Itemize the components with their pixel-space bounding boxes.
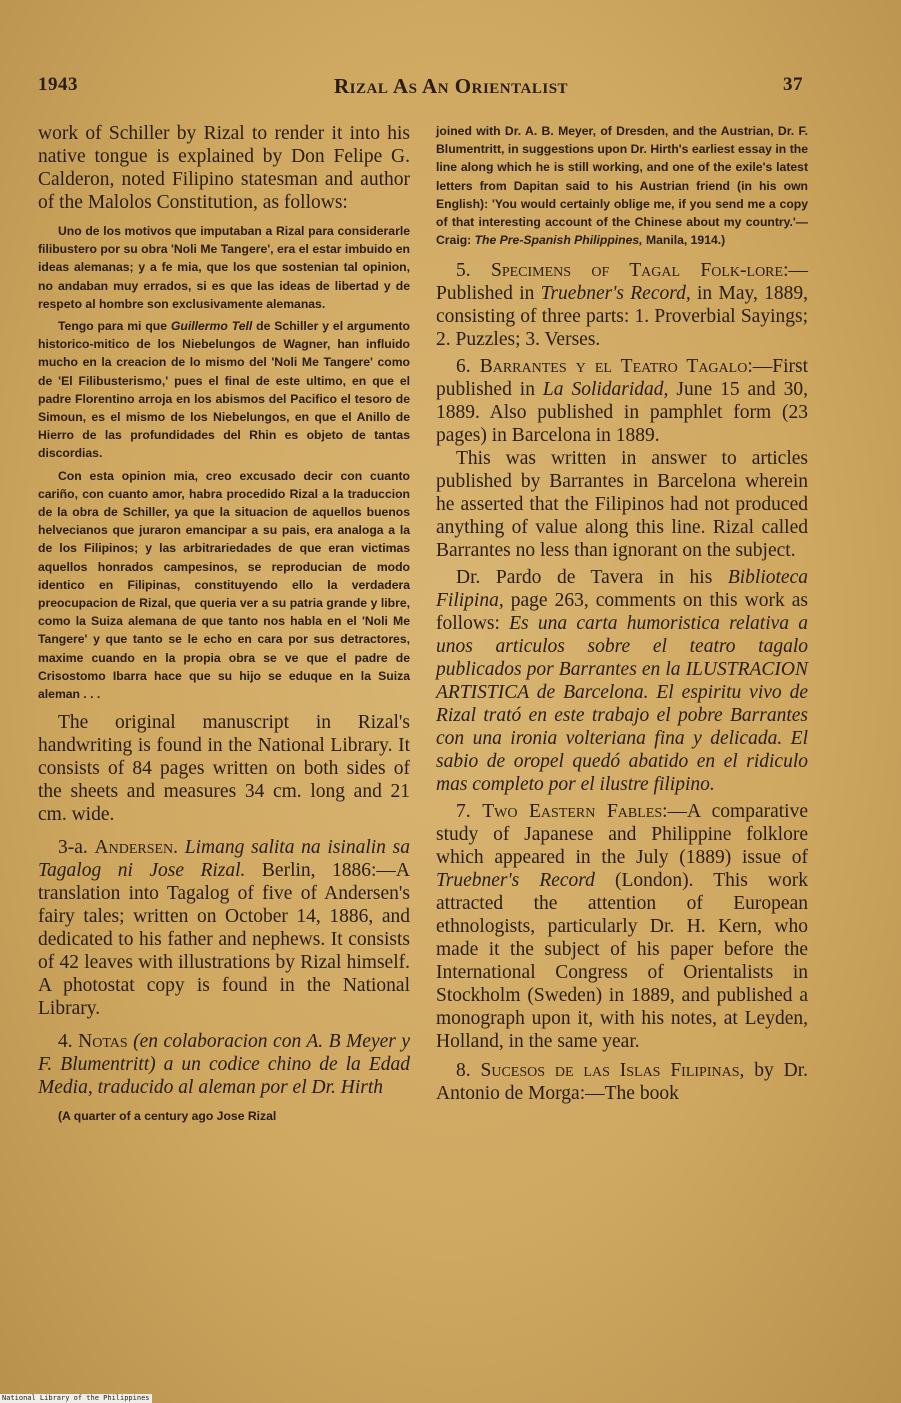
andersen-number: 3-a.	[58, 837, 95, 859]
specimens-entry	[436, 259, 808, 351]
barrantes-italic: La Solidaridad,	[542, 379, 669, 401]
sucesos-number: 8.	[456, 1060, 481, 1082]
fables-number: 7.	[456, 801, 483, 823]
left-column	[38, 122, 410, 1125]
page-number: 37	[783, 74, 803, 95]
library-credit: National Library of the Philippines	[2, 1394, 150, 1402]
notas-title: (en colaboracion con A. B Meyer y F. Blumentritt) a un codice chino de la Edad Media, traducido al aleman por el Dr. Hirth	[38, 1031, 410, 1099]
fables-heading: Two Eastern Fables	[482, 801, 663, 823]
note-continuation	[436, 122, 808, 249]
specimens-text-b: in May, 1889, consisting of three parts: 1. Proverbial Sayings; 2. Puzzles; 3. Verses.	[436, 283, 808, 351]
sucesos-heading: Sucesos de las Islas Filipinas,	[480, 1060, 745, 1082]
pardo-text-b: page 263, comments on this work as follows:	[436, 590, 808, 635]
specimens-italic: Truebner's Record,	[540, 283, 691, 305]
pardo-italic-title: Biblioteca Filipina,	[436, 567, 808, 612]
manuscript-paragraph: The original manuscript in Rizal's handwriting is found in the National Library. It consists of 84 pages written on both sides of the sheets and measures 34 cm. long and 21 cm. wide.	[38, 712, 410, 826]
andersen-title: Limang salita na isinalin sa Tagalog ni Jose Rizal.	[38, 837, 410, 882]
note-text-end: Manila, 1914.)	[642, 233, 726, 248]
sucesos-text: by Dr. Antonio de Morga:—The book	[436, 1060, 809, 1105]
fables-text-b: (London). This work attracted the attention of European ethnologists, particularly Dr. H. Kern, who made it the subject of his paper before the International Congress of Orientalists in Stockholm (Sweden) in 1889, and published a monograph upon it, with his notes, at Leyden, Holland, in the same year.	[436, 870, 809, 1053]
pardo-paragraph	[436, 566, 808, 796]
right-column	[436, 122, 808, 1105]
quote2-italic: Guillermo Tell	[170, 319, 253, 334]
notas-heading: Notas	[78, 1031, 128, 1053]
quote2-text-b: de Schiller y el argumento historico-mitico de los Niebelungos de Wagner, han influido mucho en la creacion de lo mismo del 'Noli Me Tangere' como de 'El Filibusterismo,' pues el final de este ultimo, en que el padre Florentino arroja en los abismos del Pacifico el tesoro de Simoun, es el mismo de los Niebelungos, en que el Anillo de Hierro de las profundidades del Rhin es objeto de tantas discordias.	[38, 319, 410, 461]
barrantes-text-a: :—First published in	[436, 356, 809, 401]
answer-paragraph: This was written in answer to articles published by Barrantes in Barcelona wherein he asserted that the Filipinos had not produced anything of value along this line. Rizal called Barrantes no less than ignorant on the subject.	[436, 448, 808, 562]
specimens-heading: Specimens of Tagal Folk-lore	[490, 260, 784, 282]
quote-paragraph-3: Con esta opinion mia, creo excusado decir con cuanto cariño, con cuanto amor, habra procedido Rizal a la traduccion de la obra de Schiller, ya que la situacion de aquellos buenos helvecianos que juraron emancipar a su pais, era analoga a la de los Filipinos; y las arbitrariedades de que eran victimas aquellos honrados campesinos, se reproducian de modo identico en Filipinas, constituyendo ello la verdadera preocupacion de Rizal, que queria ver a su patria grande y libre, como la Suiza alemana de que tanto nos habla en el 'Noli Me Tangere' y que tanto se le echo en cara por sus detractores, maxime cuando en la propia obra se ve que el padre de Crisostomo Ibarra hace que su hijo se eduque en la Suiza aleman . . .	[38, 468, 410, 702]
fables-italic: Truebner's Record	[436, 870, 595, 892]
andersen-heading: Andersen.	[94, 837, 179, 859]
notas-number: 4.	[58, 1031, 79, 1053]
notas-entry	[38, 1030, 410, 1099]
barrantes-entry	[436, 355, 808, 447]
barrantes-text-b: June 15 and 30, 1889. Also published in pamphlet form (23 pages) in Barcelona in 1889.	[436, 379, 808, 447]
pardo-text-a: Dr. Pardo de Tavera in his	[456, 567, 728, 589]
fables-text-a: :—A comparative study of Japanese and Philippine folklore which appeared in the July (1889) issue of	[436, 801, 809, 869]
running-header	[38, 74, 803, 104]
quote-paragraph-2	[38, 317, 410, 463]
intro-paragraph: work of Schiller by Rizal to render it into his native tongue is explained by Don Felipe G. Calderon, noted Filipino statesman and author of the Malolos Constitution, as follows:	[38, 123, 410, 213]
fables-entry	[436, 800, 808, 1053]
specimens-text-a: :—Published in	[436, 260, 808, 305]
notas-note: (A quarter of a century ago Jose Rizal	[58, 1109, 277, 1124]
header-title: Rizal As An Orientalist	[334, 74, 569, 98]
sucesos-entry	[436, 1059, 808, 1105]
note-italic: The Pre-Spanish Philippines,	[474, 233, 643, 248]
andersen-body: Berlin, 1886:—A translation into Tagalog of five of Andersen's fairy tales; written on October 14, 1886, and dedicated to his father and nephews. It consists of 42 leaves with illustrations by Rizal himself. A photostat copy is found in the National Library.	[38, 860, 411, 1020]
barrantes-heading: Barrantes y el Teatro Tagalo	[479, 356, 748, 378]
header-year: 1943	[38, 74, 78, 95]
quote-paragraph-1: Uno de los motivos que imputaban a Rizal para considerarle filibustero por su obra 'Noli Me Tangere', era el estar imbuido en ideas alemanas; y a fe mia, que los que sostenian tal opinion, no andaban muy errados, si es que las ideas de libertad y de respeto al hombre son exclusivamente alemanas.	[38, 224, 410, 311]
quote2-text-a: Tengo para mi que	[58, 319, 171, 334]
barrantes-number: 6.	[456, 356, 480, 378]
specimens-number: 5.	[456, 260, 491, 282]
pardo-italic-quote: Es una carta humoristica relativa a unos articulos sobre el teatro tagalo publicados por Barrantes en la ILUSTRACION ARTISTICA de Barcelona. El espiritu vivo de Rizal trató en este trabajo el pobre Barrantes con una ironia volteriana fina y delicada. El sabio de oropel quedó abatido en el ridiculo mas completo por el ilustre filipino.	[436, 613, 808, 796]
note-text: joined with Dr. A. B. Meyer, of Dresden, and the Austrian, Dr. F. Blumentritt, in suggestions upon Dr. Hirth's earliest essay in the line along which he is still working, and one of the exile's latest letters from Dapitan said to his Austrian friend (in his own English): 'You would certainly oblige me, if you send me a copy of that interesting account of the Chinese about my country.'—Craig:	[436, 124, 808, 248]
andersen-entry	[38, 836, 410, 1020]
